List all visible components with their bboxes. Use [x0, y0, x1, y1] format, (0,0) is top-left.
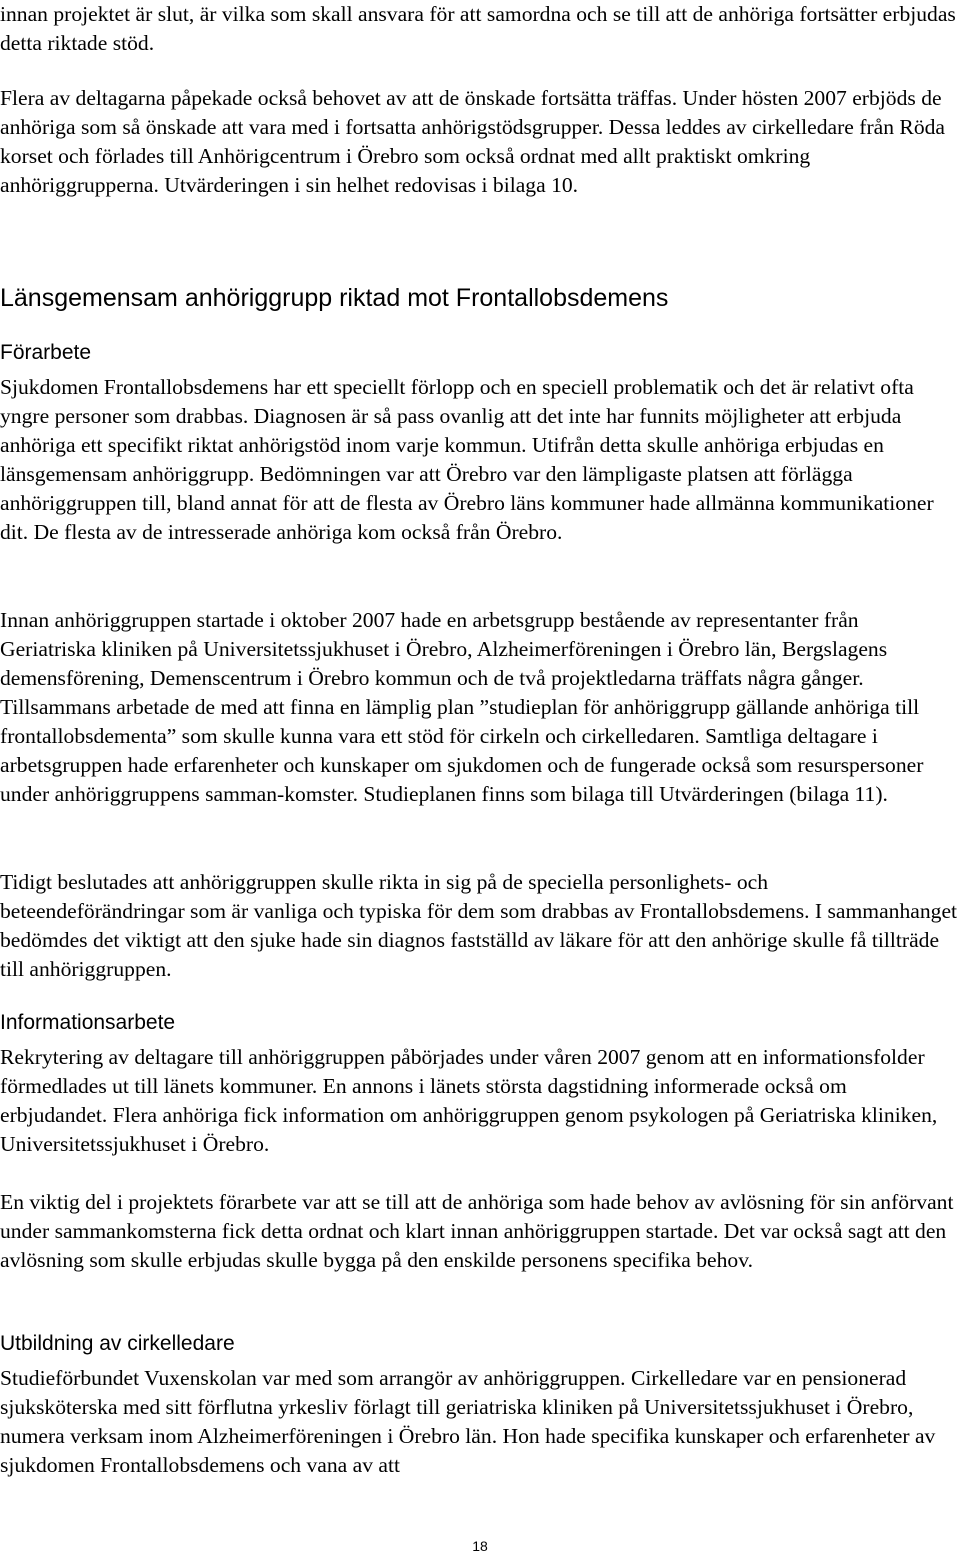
- paragraph-working-group: Innan anhöriggruppen startade i oktober 2007 hade en arbetsgrupp bestående av representanter från Geriatriska kliniken på Universitetssjukhuset i Örebro, Alzheimerföreningen i Örebro län, Bergslagens demensförening, Demenscentrum i Örebro kommun och de två projektledarna träffats några gånger. Tillsammans arbetade de med att finna en lämplig plan ”studieplan för anhöriggrupp gällande anhöriga till frontallobsdementa” som skulle kunna vara ett stöd för cirkeln och cirkelledaren. Samtliga deltagare i arbetsgruppen hade erfarenheter och kunskaper om sjukdomen och de fungerade också som resurspersoner under anhöriggruppens samman-komster. Studieplanen finns som bilaga till Utvärderingen (bilaga 11).: [0, 608, 924, 806]
- paragraph-continued-meetings: Flera av deltagarna påpekade också behovet av att de önskade fortsätta träffas. Under hösten 2007 erbjöds de anhöriga som så önskade att vara med i fortsatta anhörigstödsgrupper. Dessa leddes av cirkelledare från Röda korset och förlades till Anhörigcentrum i Örebro som också ordnat med allt praktiskt omkring anhöriggrupperna. Utvärderingen i sin helhet redovisas i bilaga 10.: [0, 86, 946, 197]
- paragraph-disease-background: Sjukdomen Frontallobsdemens har ett speciellt förlopp och en speciell problematik och det är relativt ofta yngre personer som drabbas. Diagnosen är så pass ovanlig att det inte har funnits möjligheter att erbjuda anhöriga ett specifikt riktat anhörigstöd inom varje kommun. Utifrån detta skulle anhöriga erbjudas en länsgemensam anhöriggrupp. Bedömningen var att Örebro var den lämpligaste platsen att förlägga anhöriggruppen till, bland annat för att de flesta av Örebro läns kommuner hade allmänna kommunikationer dit. De flesta av de intresserade anhöriga kom också från Örebro.: [0, 375, 934, 544]
- section-title: Länsgemensam anhöriggrupp riktad mot Frontallobsdemens: [0, 284, 669, 312]
- page-number: 18: [472, 1538, 488, 1554]
- subheading-forarbete: Förarbete: [0, 341, 92, 364]
- paragraph-relief-care: En viktig del i projektets förarbete var att se till att de anhöriga som hade behov av avlösning för sin anförvant under sammankomsterna fick detta ordnat och klart innan anhöriggruppen startade. Det var också sagt att den avlösning som skulle erbjudas skulle bygga på den enskilde personens specifika behov.: [0, 1190, 954, 1272]
- paragraph-group-focus: Tidigt beslutades att anhöriggruppen skulle rikta in sig på de speciella personlighets- och beteendeförändringar som är vanliga och typiska för dem som drabbas av Frontallobsdemens. I sammanhanget bedömdes det viktigt att den sjuke hade sin diagnos fastställd av läkare för att den anhörige skulle få tillträde till anhöriggruppen.: [0, 870, 958, 981]
- paragraph-study-association: Studieförbundet Vuxenskolan var med som arrangör av anhöriggruppen. Cirkelledare var en pensionerad sjuksköterska med sitt förflutna yrkesliv förlagt till geriatriska kliniken på Universitetssjukhuset i Örebro, numera verksam inom Alzheimerföreningen i Örebro län. Hon hade specifika kunskaper och erfarenheter av sjukdomen Frontallobsdemens och vana av att: [0, 1366, 936, 1477]
- subheading-informationsarbete: Informationsarbete: [0, 1011, 176, 1034]
- paragraph-intro: innan projektet är slut, är vilka som skall ansvara för att samordna och se till att de anhöriga fortsätter erbjudas detta riktade stöd.: [0, 2, 956, 55]
- subheading-utbildning: Utbildning av cirkelledare: [0, 1332, 235, 1355]
- paragraph-recruitment: Rekrytering av deltagare till anhöriggruppen påbörjades under våren 2007 genom att en informationsfolder förmedlades ut till länets kommuner. En annons i länets största dagstidning informerade också om erbjudandet. Flera anhöriga fick information om anhöriggruppen genom psykologen på Geriatriska kliniken, Universitetssjukhuset i Örebro.: [0, 1045, 938, 1156]
